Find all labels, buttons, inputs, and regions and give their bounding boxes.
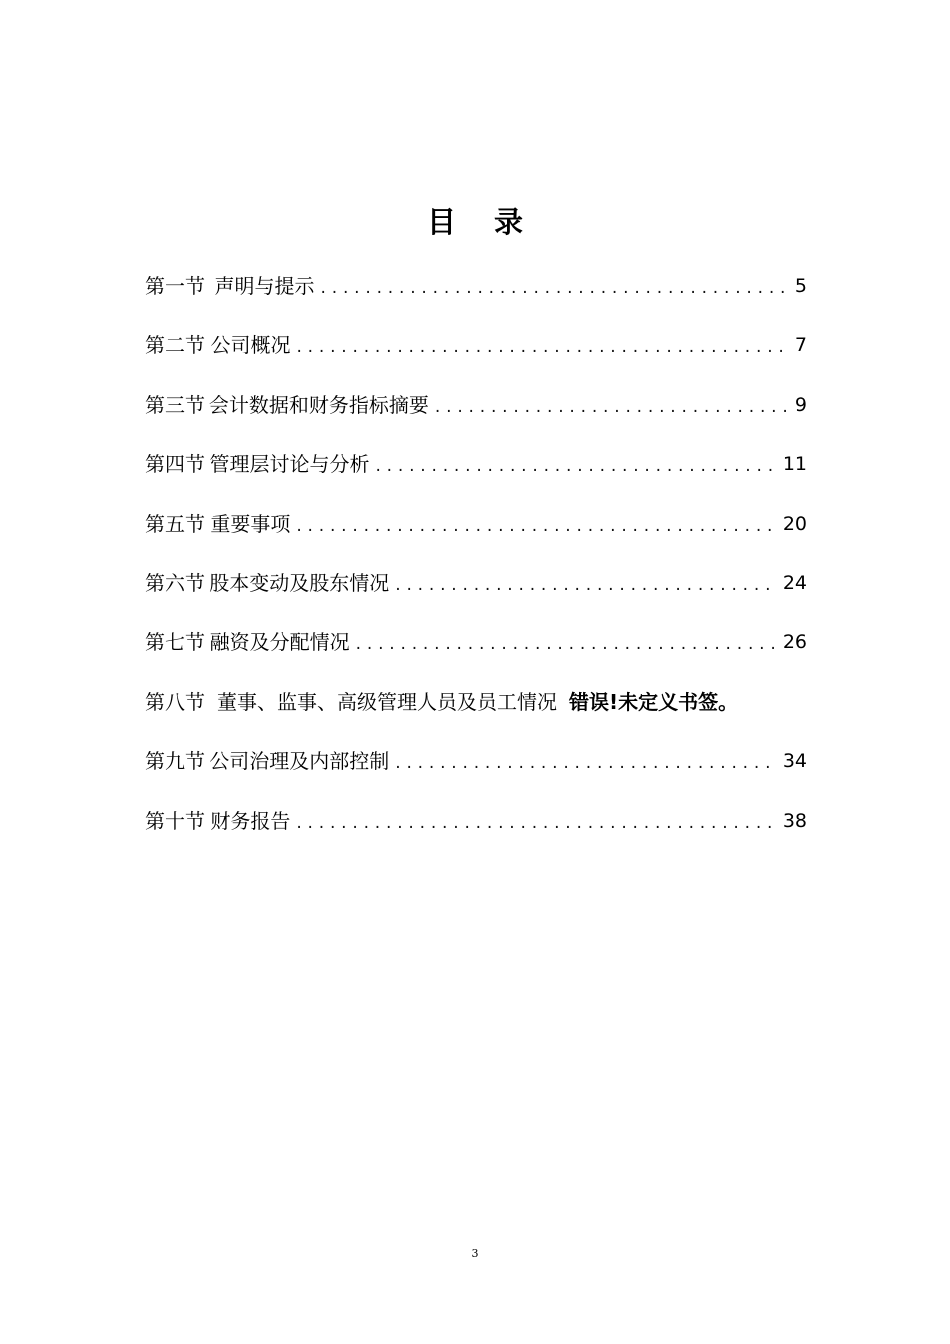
toc-page-number: 5 xyxy=(794,275,807,297)
toc-section-title: 声明与提示 xyxy=(214,274,315,298)
toc-entry[interactable] xyxy=(145,444,807,503)
toc-section-number: 第二节 xyxy=(145,333,205,358)
toc-entry[interactable] xyxy=(145,563,807,622)
toc-entry[interactable] xyxy=(145,682,807,741)
toc-dot-leader xyxy=(395,743,777,783)
toc-list xyxy=(145,266,807,860)
toc-entry[interactable] xyxy=(145,801,807,860)
toc-entry[interactable] xyxy=(145,504,807,563)
toc-section-title: 会计数据和财务指标摘要 xyxy=(208,392,429,417)
toc-section-title: 重要事项 xyxy=(210,511,291,536)
toc-page-number: 9 xyxy=(794,393,807,416)
toc-section-title: 管理层讨论与分析 xyxy=(209,452,370,477)
toc-page-number: 24 xyxy=(782,571,807,594)
toc-dot-leader xyxy=(321,268,789,308)
toc-page-number: 38 xyxy=(782,809,807,832)
toc-dot-leader xyxy=(356,624,777,664)
toc-entry[interactable] xyxy=(145,325,807,384)
toc-section-number: 第六节 xyxy=(145,570,205,595)
toc-dot-leader xyxy=(296,506,776,546)
toc-dot-leader xyxy=(296,803,776,843)
toc-entry[interactable] xyxy=(145,385,807,444)
toc-section-number: 第三节 xyxy=(145,392,205,417)
toc-page-number: 34 xyxy=(782,750,807,773)
toc-section-title: 公司治理及内部控制 xyxy=(209,749,390,774)
toc-section-title: 公司概况 xyxy=(210,333,291,358)
toc-dot-leader xyxy=(395,565,777,605)
toc-section-title: 股本变动及股东情况 xyxy=(209,570,390,595)
toc-section-number: 第五节 xyxy=(145,511,205,536)
toc-section-number: 第十节 xyxy=(145,808,205,833)
toc-section-title: 董事、监事、高级管理人员及员工情况 xyxy=(217,689,557,714)
toc-section-number: 第七节 xyxy=(145,630,205,655)
toc-page-number: 7 xyxy=(794,334,807,357)
toc-section-number: 第九节 xyxy=(145,749,205,774)
toc-section-number: 第八节 xyxy=(145,689,205,714)
toc-dot-leader xyxy=(296,327,788,367)
toc-entry[interactable] xyxy=(145,266,807,325)
toc-title: 目 录 xyxy=(426,205,538,239)
page-footer-number: 3 xyxy=(471,1247,479,1260)
toc-section-number: 第一节 xyxy=(145,274,205,298)
toc-page-number: 11 xyxy=(782,453,807,476)
toc-section-number: 第四节 xyxy=(145,452,205,477)
toc-entry[interactable] xyxy=(145,741,807,800)
toc-entry[interactable] xyxy=(145,622,807,681)
toc-section-title: 财务报告 xyxy=(210,808,291,833)
toc-bookmark-error: 错误!未定义书签。 xyxy=(569,689,739,714)
toc-dot-leader xyxy=(435,387,789,427)
toc-page-number: 20 xyxy=(782,512,807,535)
toc-page-number: 26 xyxy=(782,631,807,654)
toc-section-title: 融资及分配情况 xyxy=(209,630,350,655)
toc-dot-leader xyxy=(375,446,776,486)
